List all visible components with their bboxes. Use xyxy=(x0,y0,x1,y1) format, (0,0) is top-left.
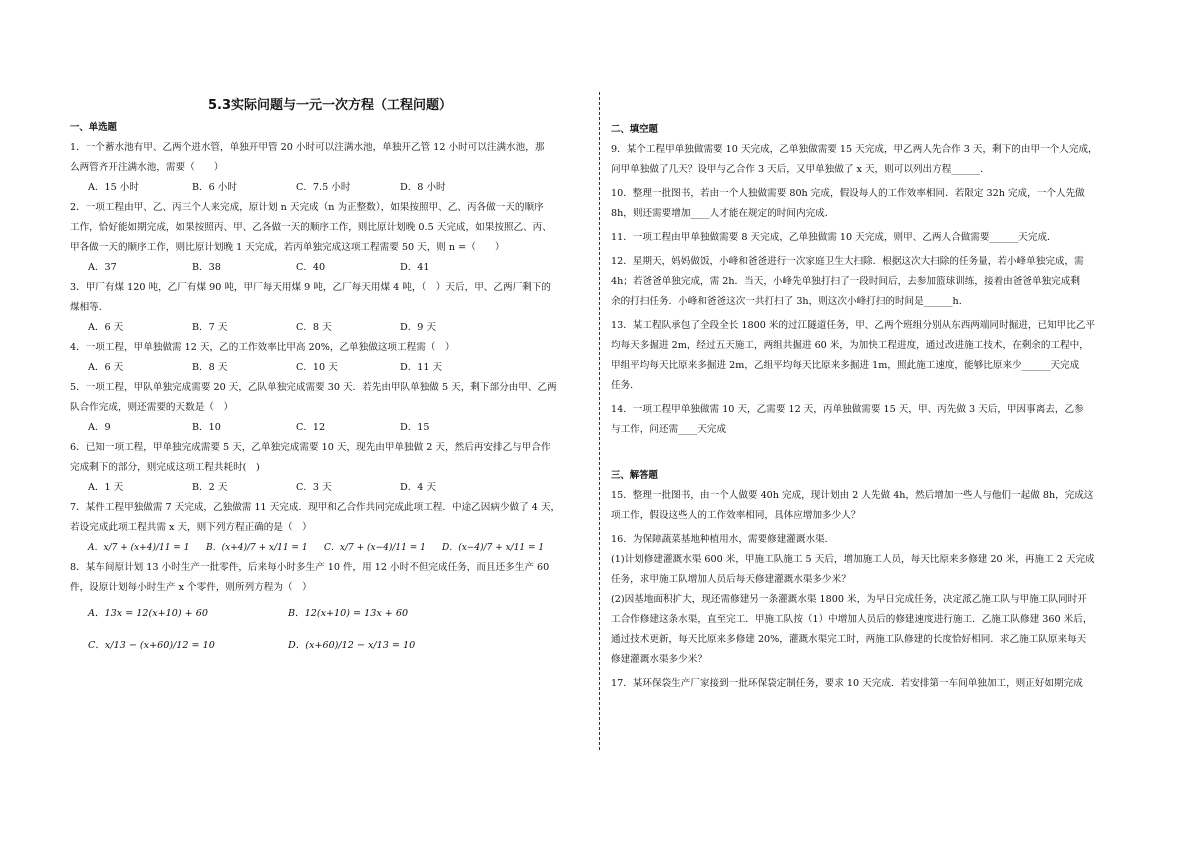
page-title: 5.3实际问题与一元一次方程（工程问题） xyxy=(207,98,453,113)
question-text: 完成剩下的部分，则完成这项工程共耗时( ) xyxy=(70,462,260,473)
question-text: (2)因基地面积扩大，现还需修建另一条灌溉水渠 1800 米，为早日完成任务，决定派乙施工队与甲施工队同时开 xyxy=(611,594,1087,605)
option-b: B．7 天 xyxy=(192,322,228,333)
option-a: A．37 xyxy=(88,262,117,273)
question-4 xyxy=(70,338,590,378)
question-9 xyxy=(611,140,1136,180)
option-b: B．38 xyxy=(192,262,221,273)
column-divider xyxy=(599,92,600,750)
question-text: 4．一项工程，甲单独做需 12 天，乙的工作效率比甲高 20%，乙单独做这项工程需（ ） xyxy=(70,342,455,353)
option-d: D．41 xyxy=(400,262,430,273)
option-a: A．1 天 xyxy=(88,482,124,493)
option-d: D．(x−4)/7 + x/11 = 1 xyxy=(442,543,545,553)
question-11 xyxy=(611,228,1136,248)
option-b: B．10 xyxy=(192,422,221,433)
question-text: 8．某车间原计划 13 小时生产一批零件，后来每小时多生产 10 件，用 12 小时不但完成任务，而且还多生产 60 xyxy=(70,562,550,573)
question-text: 6．已知一项工程，甲单独完成需要 5 天，乙单独完成需要 10 天，现先由甲单独做 2 天，然后再安排乙与甲合作 xyxy=(70,442,551,453)
option-b: B．2 天 xyxy=(192,482,228,493)
question-text: (1)计划修建灌溉水渠 600 米，甲施工队施工 5 天后，增加施工人员，每天比原来多修建 20 米，再施工 2 天完成 xyxy=(611,554,1095,565)
question-text: 1．一个蓄水池有甲、乙两个进水管，单独开甲管 20 小时可以注满水池，单独开乙管 12 小时可以注满水池，那 xyxy=(70,142,545,153)
option-b: B．12(x+10) = 13x + 60 xyxy=(288,608,409,619)
question-text: 16．为保障蔬菜基地种植用水，需要修建灌溉水渠． xyxy=(611,534,835,545)
question-15 xyxy=(611,486,1136,526)
option-a: A．13x = 12(x+10) + 60 xyxy=(88,608,208,619)
question-text: 任务，求甲施工队增加人员后每天修建灌溉水渠多少米？ xyxy=(611,574,851,585)
option-a: A．9 xyxy=(88,422,111,433)
question-2 xyxy=(70,198,590,278)
question-text: 工合作修建这条水渠，直至完工．甲施工队按（1）中增加人员后的修建速度进行施工．乙施工队修建 360 米后， xyxy=(611,614,1093,625)
option-d: D．15 xyxy=(400,422,430,433)
option-a: A．15 小时 xyxy=(88,182,139,193)
option-c: C．12 xyxy=(296,422,326,433)
question-1 xyxy=(70,138,590,198)
question-text: 12．星期天，妈妈做饭，小峰和爸爸进行一次家庭卫生大扫除．根据这次大扫除的任务量，若小峰单独完成，需 xyxy=(611,256,1084,267)
option-c: C．40 xyxy=(296,262,326,273)
question-13 xyxy=(611,316,1136,396)
question-text: 9．某个工程甲单独做需要 10 天完成，乙单独做需要 15 天完成，甲乙两人先合作 3 天，剩下的由甲一个人完成， xyxy=(611,144,1098,155)
option-d: D．(x+60)/12 − x/13 = 10 xyxy=(288,640,416,651)
question-3 xyxy=(70,278,590,338)
question-text: 5．一项工程，甲队单独完成需要 20 天，乙队单独完成需要 30 天．若先由甲队单独做 5 天，剩下部分由甲、乙两 xyxy=(70,382,557,393)
section-heading-single-choice: 一、单选题 xyxy=(70,122,117,133)
question-text: 问甲单独做了几天？设甲与乙合作 3 天后，又甲单独做了 x 天，则可以列出方程______. xyxy=(611,164,984,175)
question-8 xyxy=(70,558,590,656)
question-text: 8h，则还需要增加____人才能在规定的时间内完成． xyxy=(611,208,835,219)
question-text: 13．某工程队承包了全段全长 1800 米的过江隧道任务，甲、乙两个班组分别从东西两端同时掘进，已知甲比乙平 xyxy=(611,320,1096,331)
question-text: 14．一项工程甲单独做需 10 天，乙需要 12 天，丙单独做需要 15 天，甲、丙先做 3 天后，甲因事离去，乙参 xyxy=(611,404,1084,415)
question-text: 任务． xyxy=(611,380,640,391)
question-text: 与工作，问还需____天完成 xyxy=(611,424,727,435)
question-text: 件，设原计划每小时生产 x 个零件，则所列方程为（ ） xyxy=(70,582,312,593)
option-c: C．x/7 + (x−4)/11 = 1 xyxy=(324,543,426,553)
question-6 xyxy=(70,438,590,498)
option-c: C．8 天 xyxy=(296,322,332,333)
question-text: 4h；若爸爸单独完成，需 2h．当天，小峰先单独打扫了一段时间后，去参加篮球训练，接着由爸爸单独完成剩 xyxy=(611,276,1080,287)
question-text: 煤相等． xyxy=(70,302,109,313)
option-a: A．x/7 + (x+4)/11 = 1 xyxy=(88,543,190,553)
question-text: 队合作完成，则还需要的天数是（ ） xyxy=(70,402,234,413)
question-16 xyxy=(611,530,1136,670)
option-c: C．10 天 xyxy=(296,362,338,373)
option-b: B．6 小时 xyxy=(192,182,237,193)
section-heading-answer: 三、解答题 xyxy=(611,470,658,481)
question-text: 2．一项工程由甲、乙、丙三个人来完成，原计划 n 天完成（n 为正整数），如果按照甲、乙、丙各做一天的顺序 xyxy=(70,202,544,213)
question-text: 7．某件工程甲独做需 7 天完成，乙独做需 11 天完成．现甲和乙合作共同完成此项工程．中途乙因病少做了 4 天， xyxy=(70,502,561,513)
option-d: D．9 天 xyxy=(400,322,437,333)
question-7 xyxy=(70,498,590,558)
question-text: 工作，恰好能如期完成，如果按照丙、甲、乙各做一天的顺序工作，则比原计划晚 0.5 天完成，如果按照乙、丙、 xyxy=(70,222,552,233)
question-17 xyxy=(611,674,1136,694)
option-a: A．6 天 xyxy=(88,362,124,373)
question-5 xyxy=(70,378,590,438)
question-text: 17．某环保袋生产厂家接到一批环保袋定制任务，要求 10 天完成．若安排第一车间单独加工，则正好如期完成 xyxy=(611,678,1083,689)
question-text: 么两管齐开注满水池，需要（ ） xyxy=(70,162,224,173)
question-text: 3．甲厂有煤 120 吨，乙厂有煤 90 吨，甲厂每天用煤 9 吨，乙厂每天用煤 4 吨，（ ）天后，甲、乙两厂剩下的 xyxy=(70,282,551,293)
question-10 xyxy=(611,184,1136,224)
option-b: B．8 天 xyxy=(192,362,228,373)
option-d: D．8 小时 xyxy=(400,182,446,193)
question-text: 15．整理一批图书，由一个人做要 40h 完成，现计划由 2 人先做 4h，然后增加一些人与他们一起做 8h，完成这 xyxy=(611,490,1094,501)
question-text: 修建灌溉水渠多少米？ xyxy=(611,654,707,665)
option-c: C．x/13 − (x+60)/12 = 10 xyxy=(88,640,215,651)
question-text: 若设完成此项工程共需 x 天，则下列方程正确的是（ ） xyxy=(70,522,312,533)
option-c: C．7.5 小时 xyxy=(296,182,351,193)
question-text: 10．整理一批图书，若由一个人独做需要 80h 完成，假设每人的工作效率相同．若限定 32h 完成，一个人先做 xyxy=(611,188,1085,199)
left-column xyxy=(70,92,590,656)
right-column xyxy=(611,120,1136,694)
section-heading-fill-in: 二、填空题 xyxy=(611,124,658,135)
option-c: C．3 天 xyxy=(296,482,332,493)
question-text: 11．一项工程由甲单独做需要 8 天完成，乙单独做需 10 天完成，则甲、乙两人合做需要______天完成． xyxy=(611,232,1057,243)
question-text: 项工作，假设这些人的工作效率相同，具体应增加多少人？ xyxy=(611,510,861,521)
option-d: D．4 天 xyxy=(400,482,437,493)
question-text: 甲各做一天的顺序工作，则比原计划晚 1 天完成，若丙单独完成这项工程需要 50 天，则 n =（ ） xyxy=(70,242,505,253)
question-text: 通过技术更新，每天比原来多修建 20%，灌溉水渠完工时，两施工队修建的长度恰好相同．求乙施工队原来每天 xyxy=(611,634,1087,645)
option-a: A．6 天 xyxy=(88,322,124,333)
question-14 xyxy=(611,400,1136,440)
question-text: 甲组平均每天比原来多掘进 2m，乙组平均每天比原来多掘进 1m，照此施工速度，能够比原来少______天完成 xyxy=(611,360,1080,371)
question-text: 均每天多掘进 2m，经过五天施工，两组共掘进 60 米，为加快工程进度，通过改进施工技术，在剩余的工程中， xyxy=(611,340,1089,351)
question-text: 余的打扫任务．小峰和爸爸这次一共打扫了 3h，则这次小峰打扫的时间是______h. xyxy=(611,296,962,307)
option-b: B．(x+4)/7 + x/11 = 1 xyxy=(206,543,308,553)
option-d: D．11 天 xyxy=(400,362,443,373)
question-12 xyxy=(611,252,1136,312)
